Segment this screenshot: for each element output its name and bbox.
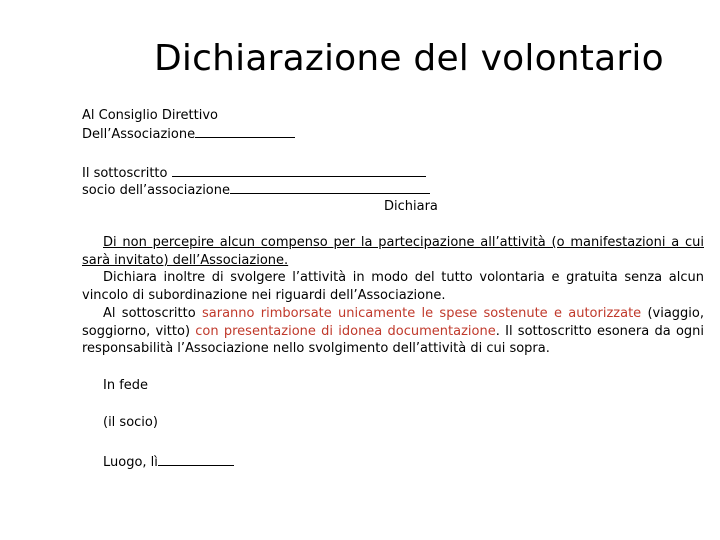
reimbursement-highlight-1: saranno rimborsate unicamente le spese sostenute e autorizzate [201, 306, 642, 321]
socio-label: (il socio) [103, 415, 158, 430]
paragraph-compensation [82, 234, 704, 269]
reimbursement-text-a: Al sottoscritto [103, 306, 202, 321]
paragraph-reimbursement [82, 305, 704, 358]
reimbursement-text-b: (viaggio, soggiorno, vitto) [82, 306, 705, 339]
signer-line-2 [82, 180, 430, 199]
place-date-label: Luogo, lì [103, 455, 158, 470]
compensation-text: Di non percepire alcun compenso per la partecipazione all’attività (o manifestazioni a cui sarà invitato) dell’Associazione. [82, 235, 704, 268]
addressee-line-1: Al Consiglio Direttivo [82, 108, 218, 123]
reimbursement-highlight-2: con presentazione di idonea documentazione [195, 323, 496, 339]
in-fede-label: In fede [103, 378, 149, 393]
member-association-blank [230, 180, 430, 194]
association-name-blank [195, 124, 295, 138]
declares-heading: Dichiara [384, 199, 438, 214]
addressee-association-label: Dell’Associazione [82, 127, 196, 142]
addressee-line-2 [82, 124, 295, 143]
place-date-blank [158, 452, 234, 466]
signer-label: Il sottoscritto [82, 166, 168, 181]
signer-name-blank [172, 163, 426, 177]
document-title: Dichiarazione del volontario [154, 38, 664, 79]
paragraph-volunteer [82, 269, 704, 304]
volunteer-text: Dichiara inoltre di svolgere l’attività in modo del tutto volontaria e gratuita senza alcun vincolo di subordinazione nei riguardi dell’Associazione. [82, 270, 704, 303]
reimbursement-text-c: . Il sottoscritto esonera da ogni responsabilità l’Associazione nello svolgimento dell’attività di cui sopra. [82, 323, 705, 356]
place-date-line [103, 452, 234, 471]
member-label: socio dell’associazione [82, 183, 230, 198]
